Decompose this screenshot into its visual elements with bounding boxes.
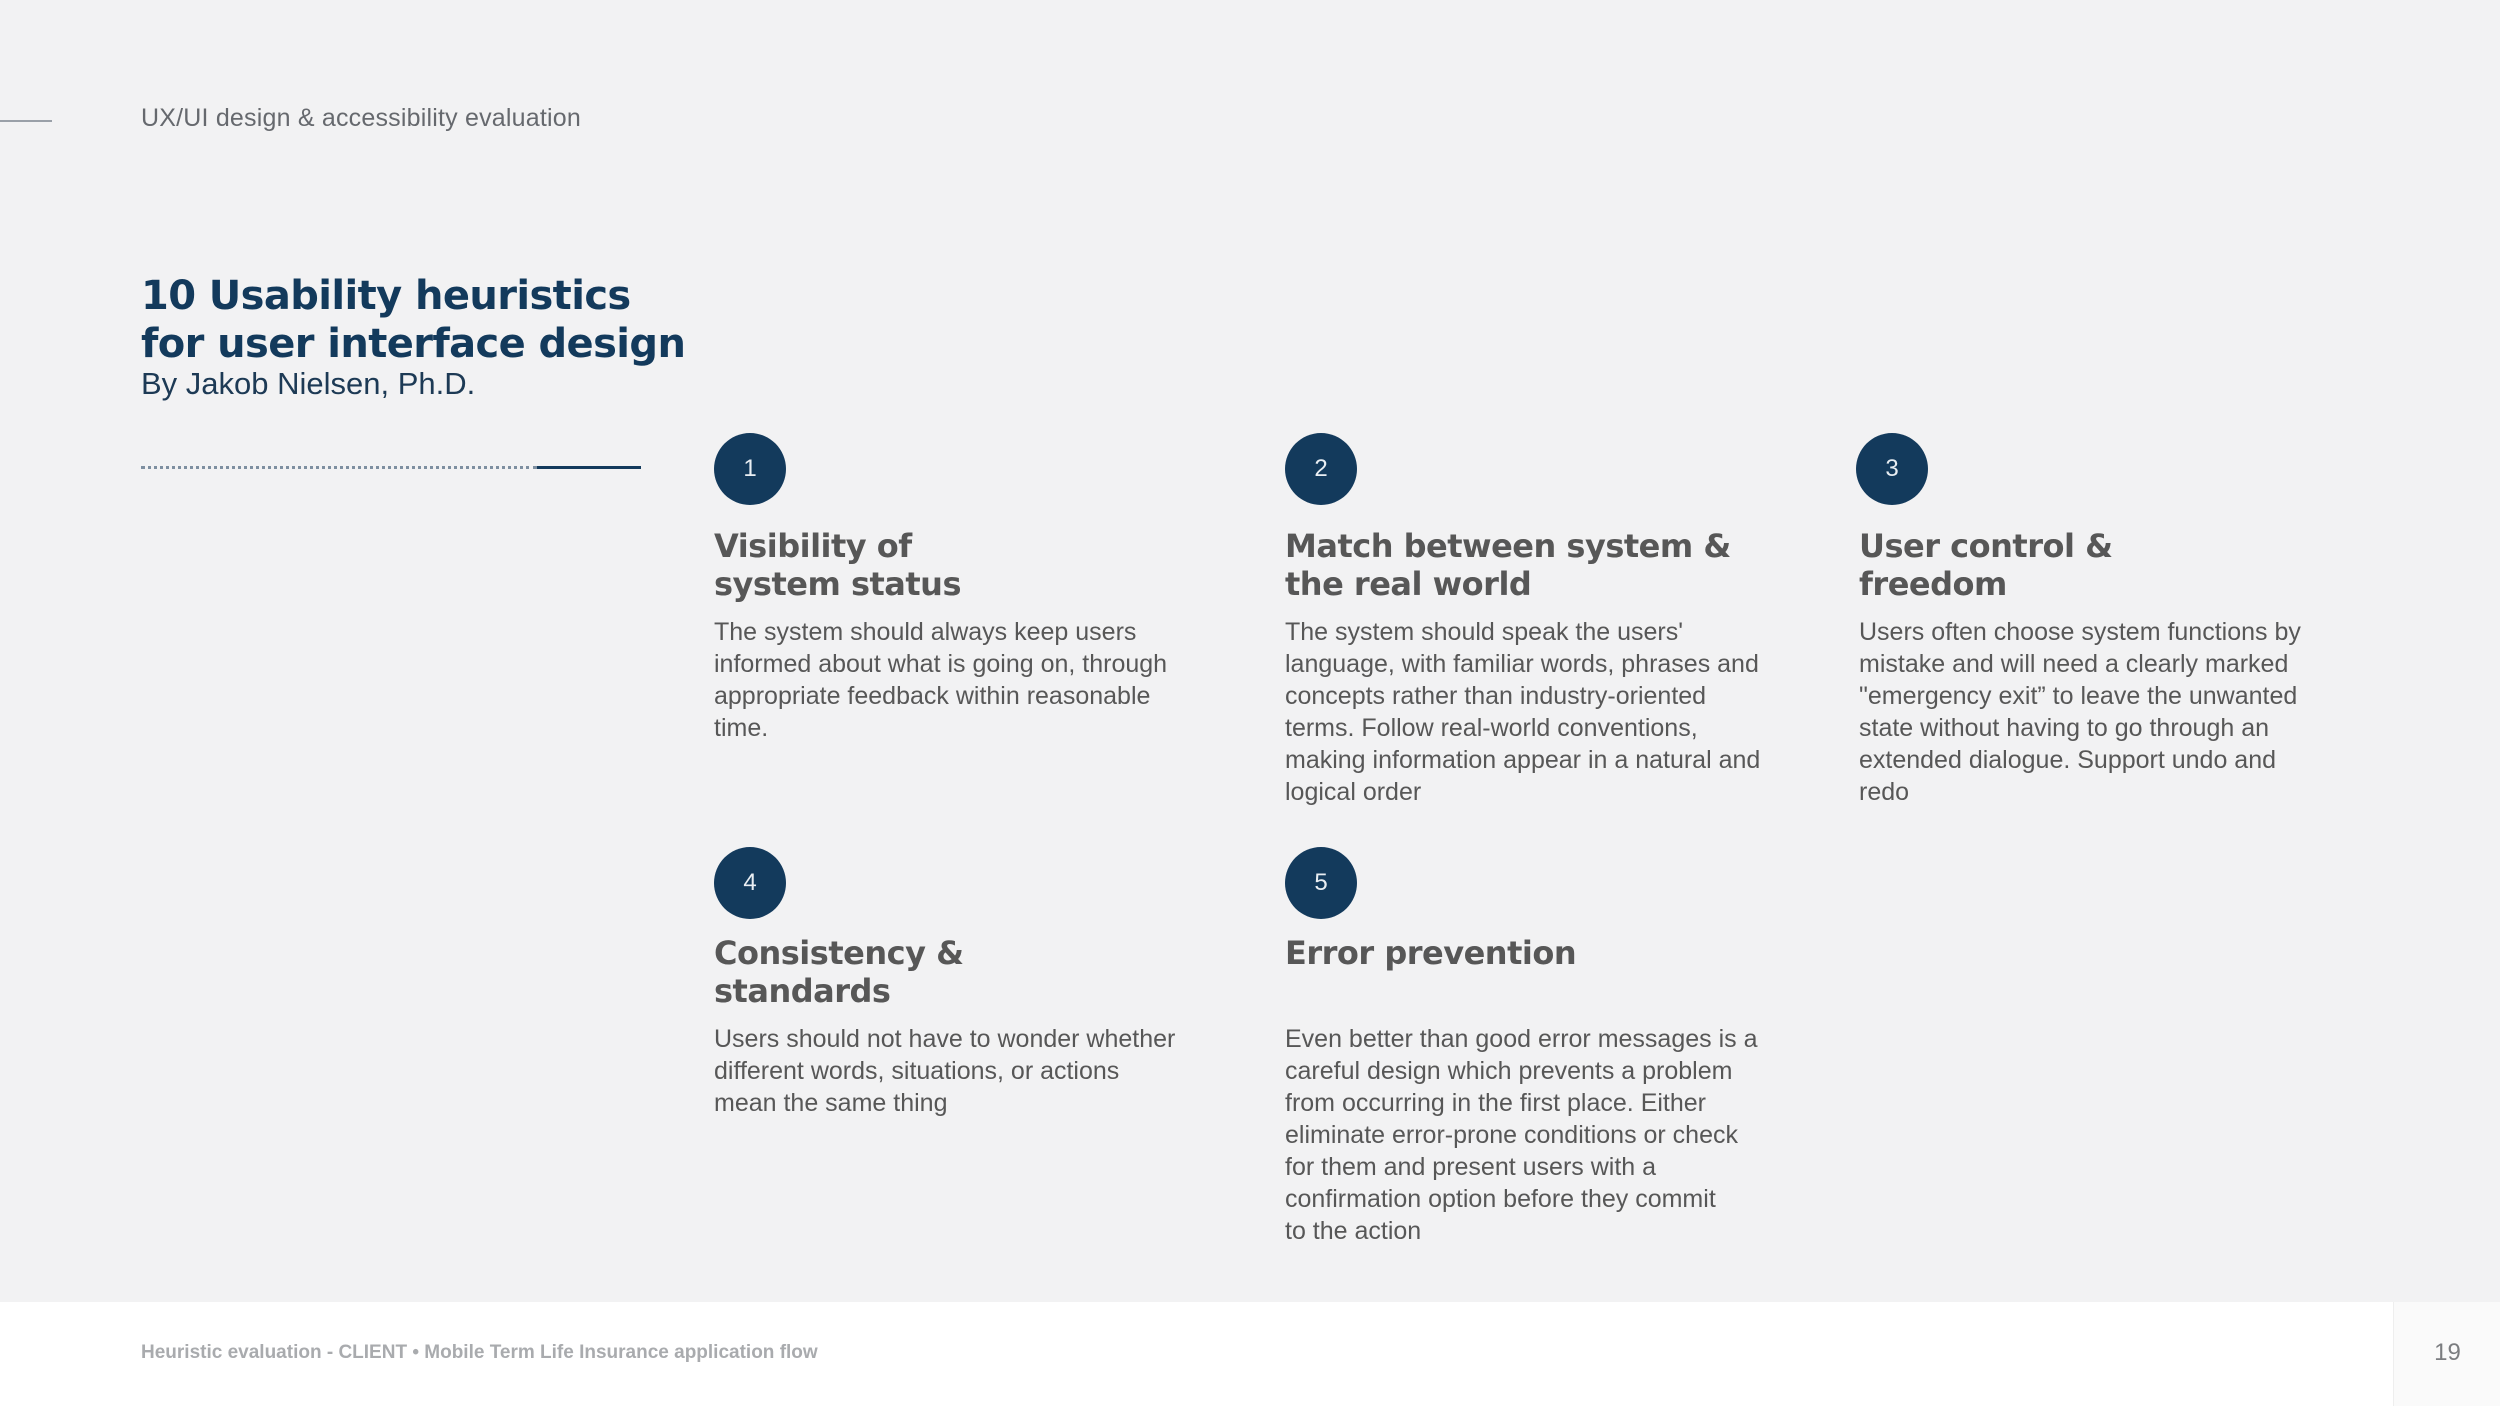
- heuristic-heading: Visibility of system status: [714, 527, 961, 603]
- page-title-line-2: for user interface design: [141, 321, 686, 367]
- title-divider-solid: [537, 466, 641, 469]
- heuristic-description: [1285, 1023, 1815, 1247]
- description-line: informed about what is going on, through: [714, 650, 1168, 678]
- footer-text: Heuristic evaluation - CLIENT • Mobile Term Life Insurance application flow: [141, 1342, 818, 1363]
- description-line: The system should always keep users: [714, 618, 1137, 646]
- heuristic-heading: User control & freedom: [1859, 527, 2113, 603]
- description-line: state without having to go through an: [1859, 714, 2270, 742]
- description-line: different words, situations, or actions: [714, 1057, 1120, 1085]
- description-line: concepts rather than industry-oriented: [1285, 682, 1707, 710]
- heuristic-number-badge: 3: [1856, 433, 1928, 505]
- heuristic-description: [1285, 616, 1815, 808]
- description-line: language, with familiar words, phrases and: [1285, 650, 1759, 678]
- description-line: from occurring in the first place. Either: [1285, 1089, 1706, 1117]
- page-subtitle: By Jakob Nielsen, Ph.D.: [141, 366, 476, 401]
- description-line: The system should speak the users': [1285, 618, 1684, 646]
- description-line: time.: [714, 714, 769, 742]
- page-number-tab: [2393, 1302, 2500, 1406]
- section-label: UX/UI design & accessibility evaluation: [141, 104, 581, 132]
- heuristic-description: [714, 1023, 1244, 1119]
- heuristic-number-badge: 2: [1285, 433, 1357, 505]
- description-line: making information appear in a natural and: [1285, 746, 1761, 774]
- description-line: mean the same thing: [714, 1089, 948, 1117]
- heuristic-description: [1859, 616, 2389, 808]
- description-line: appropriate feedback within reasonable: [714, 682, 1151, 710]
- heuristic-number-badge: 5: [1285, 847, 1357, 919]
- title-divider-dotted: [141, 466, 537, 469]
- heuristic-heading: Error prevention: [1285, 934, 1577, 972]
- description-line: mistake and will need a clearly marked: [1859, 650, 2289, 678]
- heuristic-description: [714, 616, 1244, 744]
- page-number: 19: [2434, 1339, 2461, 1366]
- top-left-rule: [0, 120, 52, 122]
- description-line: for them and present users with a: [1285, 1153, 1657, 1181]
- description-line: logical order: [1285, 778, 1422, 806]
- page-title-line-1: 10 Usability heuristics: [141, 273, 631, 319]
- heuristic-number-badge: 4: [714, 847, 786, 919]
- heuristic-number-badge: 1: [714, 433, 786, 505]
- description-line: eliminate error-prone conditions or check: [1285, 1121, 1738, 1149]
- description-line: confirmation option before they commit: [1285, 1185, 1716, 1213]
- description-line: terms. Follow real-world conventions,: [1285, 714, 1698, 742]
- description-line: Even better than good error messages is a: [1285, 1025, 1758, 1053]
- page-footer: [0, 1302, 2500, 1406]
- heuristic-heading: Consistency & standards: [714, 934, 964, 1010]
- description-line: Users often choose system functions by: [1859, 618, 2301, 646]
- description-line: careful design which prevents a problem: [1285, 1057, 1733, 1085]
- description-line: Users should not have to wonder whether: [714, 1025, 1176, 1053]
- description-line: redo: [1859, 778, 1910, 806]
- title-divider: [141, 466, 641, 470]
- description-line: extended dialogue. Support undo and: [1859, 746, 2277, 774]
- page-title: [141, 272, 701, 368]
- description-line: to the action: [1285, 1217, 1422, 1245]
- description-line: "emergency exit” to leave the unwanted: [1859, 682, 2298, 710]
- heuristic-heading: Match between system & the real world: [1285, 527, 1731, 603]
